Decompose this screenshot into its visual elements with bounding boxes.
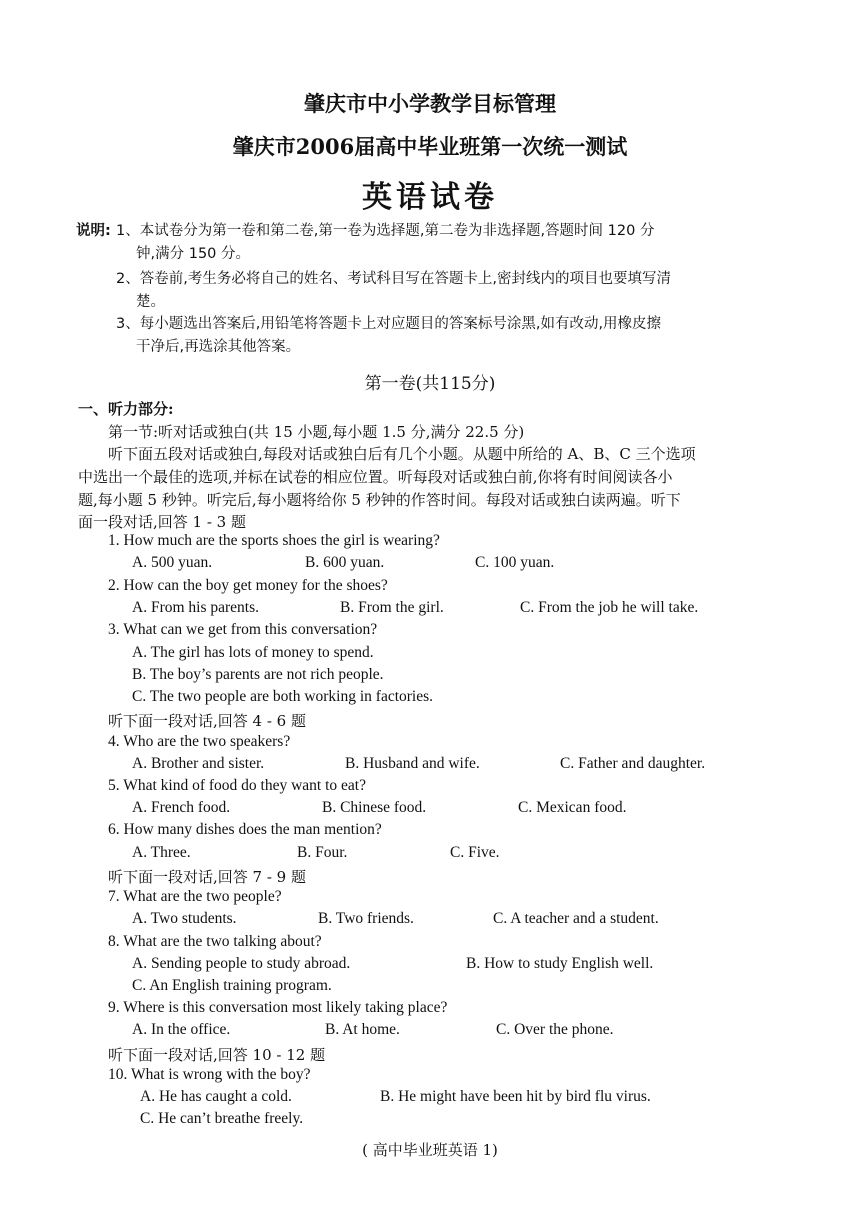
instruction-1-cont: 钟,满分 150 分。 bbox=[136, 246, 251, 262]
page-footer: ( 高中毕业班英语 1) bbox=[362, 1141, 498, 1159]
option-b: B. From the girl. bbox=[340, 599, 444, 616]
option-c: C. Mexican food. bbox=[518, 799, 627, 816]
option-c: C. Over the phone. bbox=[496, 1021, 614, 1038]
option-b: B. The boy’s parents are not rich people. bbox=[132, 666, 384, 683]
option-b: B. At home. bbox=[325, 1021, 400, 1038]
option-a: A. In the office. bbox=[132, 1021, 231, 1038]
option-a: A. Three. bbox=[132, 844, 191, 861]
option-c: C. He can’t breathe freely. bbox=[140, 1110, 304, 1127]
option-b: B. Four. bbox=[297, 844, 348, 861]
question-stem: 5. What kind of food do they want to eat? bbox=[108, 777, 366, 794]
option-a: A. 500 yuan. bbox=[132, 554, 213, 571]
question-stem: 1. How much are the sports shoes the girl is wearing? bbox=[108, 532, 440, 549]
option-b: B. Two friends. bbox=[318, 910, 414, 927]
question-stem: 2. How can the boy get money for the shoes? bbox=[108, 577, 388, 594]
dialogue-instruction: 听下面一段对话,回答 7 - 9 题 bbox=[108, 868, 306, 886]
option-c: C. An English training program. bbox=[132, 977, 332, 994]
question-stem: 6. How many dishes does the man mention? bbox=[108, 821, 382, 838]
option-a: A. He has caught a cold. bbox=[140, 1088, 292, 1105]
volume-heading: 第一卷(共115分) bbox=[364, 374, 496, 394]
instruction-2: 2、答卷前,考生务必将自己的姓名、考试科目写在答题卡上,密封线内的项目也要填写清 bbox=[116, 271, 671, 287]
question-stem: 7. What are the two people? bbox=[108, 888, 282, 905]
exam-name: 肇庆市2006届高中毕业班第一次统一测试 bbox=[232, 134, 628, 159]
instruction-2-cont: 楚。 bbox=[136, 294, 165, 310]
directions-line-2: 中选出一个最佳的选项,并标在试卷的相应位置。听每段对话或独白前,你将有时间阅读各小 bbox=[78, 468, 673, 486]
option-a: A. Sending people to study abroad. bbox=[132, 955, 351, 972]
question-stem: 4. Who are the two speakers? bbox=[108, 733, 291, 750]
dialogue-instruction: 听下面一段对话,回答 4 - 6 题 bbox=[108, 712, 306, 730]
question-stem: 10. What is wrong with the boy? bbox=[108, 1066, 311, 1083]
question-stem: 9. Where is this conversation most likely taking place? bbox=[108, 999, 448, 1016]
option-c: C. 100 yuan. bbox=[475, 554, 555, 571]
part-heading: 一、听力部分: bbox=[78, 400, 174, 418]
option-b: B. He might have been hit by bird flu virus. bbox=[380, 1088, 651, 1105]
option-c: C. Father and daughter. bbox=[560, 755, 706, 772]
option-a: A. French food. bbox=[132, 799, 231, 816]
option-c: C. From the job he will take. bbox=[520, 599, 699, 616]
option-c: C. Five. bbox=[450, 844, 500, 861]
option-b: B. Chinese food. bbox=[322, 799, 427, 816]
instructions-label: 说明: bbox=[76, 223, 111, 239]
directions-line-1: 听下面五段对话或独白,每段对话或独白后有几个小题。从题中所给的 A、B、C 三个选项 bbox=[108, 445, 696, 463]
option-a: A. The girl has lots of money to spend. bbox=[132, 644, 374, 661]
instruction-1: 1、本试卷分为第一卷和第二卷,第一卷为选择题,第二卷为非选择题,答题时间 120 分 bbox=[116, 223, 655, 239]
dialogue-instruction: 听下面一段对话,回答 10 - 12 题 bbox=[108, 1046, 326, 1064]
question-stem: 3. What can we get from this conversation? bbox=[108, 621, 378, 638]
directions-line-4: 面一段对话,回答 1 - 3 题 bbox=[78, 513, 246, 531]
section-heading: 第一节:听对话或独白(共 15 小题,每小题 1.5 分,满分 22.5 分) bbox=[108, 423, 525, 441]
option-a: A. From his parents. bbox=[132, 599, 260, 616]
subject-title: 英语试卷 bbox=[362, 180, 498, 215]
option-c: C. The two people are both working in factories. bbox=[132, 688, 434, 705]
option-c: C. A teacher and a student. bbox=[493, 910, 659, 927]
option-b: B. 600 yuan. bbox=[305, 554, 385, 571]
organization-title: 肇庆市中小学教学目标管理 bbox=[304, 91, 556, 116]
option-a: A. Brother and sister. bbox=[132, 755, 265, 772]
question-stem: 8. What are the two talking about? bbox=[108, 933, 322, 950]
instruction-3: 3、每小题选出答案后,用铅笔将答题卡上对应题目的答案标号涂黑,如有改动,用橡皮擦 bbox=[116, 316, 662, 332]
option-a: A. Two students. bbox=[132, 910, 237, 927]
option-b: B. How to study English well. bbox=[466, 955, 654, 972]
directions-line-3: 题,每小题 5 秒钟。听完后,每小题将给你 5 秒钟的作答时间。每段对话或独白读两遍。听下 bbox=[78, 491, 681, 509]
instruction-3-cont: 干净后,再选涂其他答案。 bbox=[136, 339, 301, 355]
option-b: B. Husband and wife. bbox=[345, 755, 480, 772]
